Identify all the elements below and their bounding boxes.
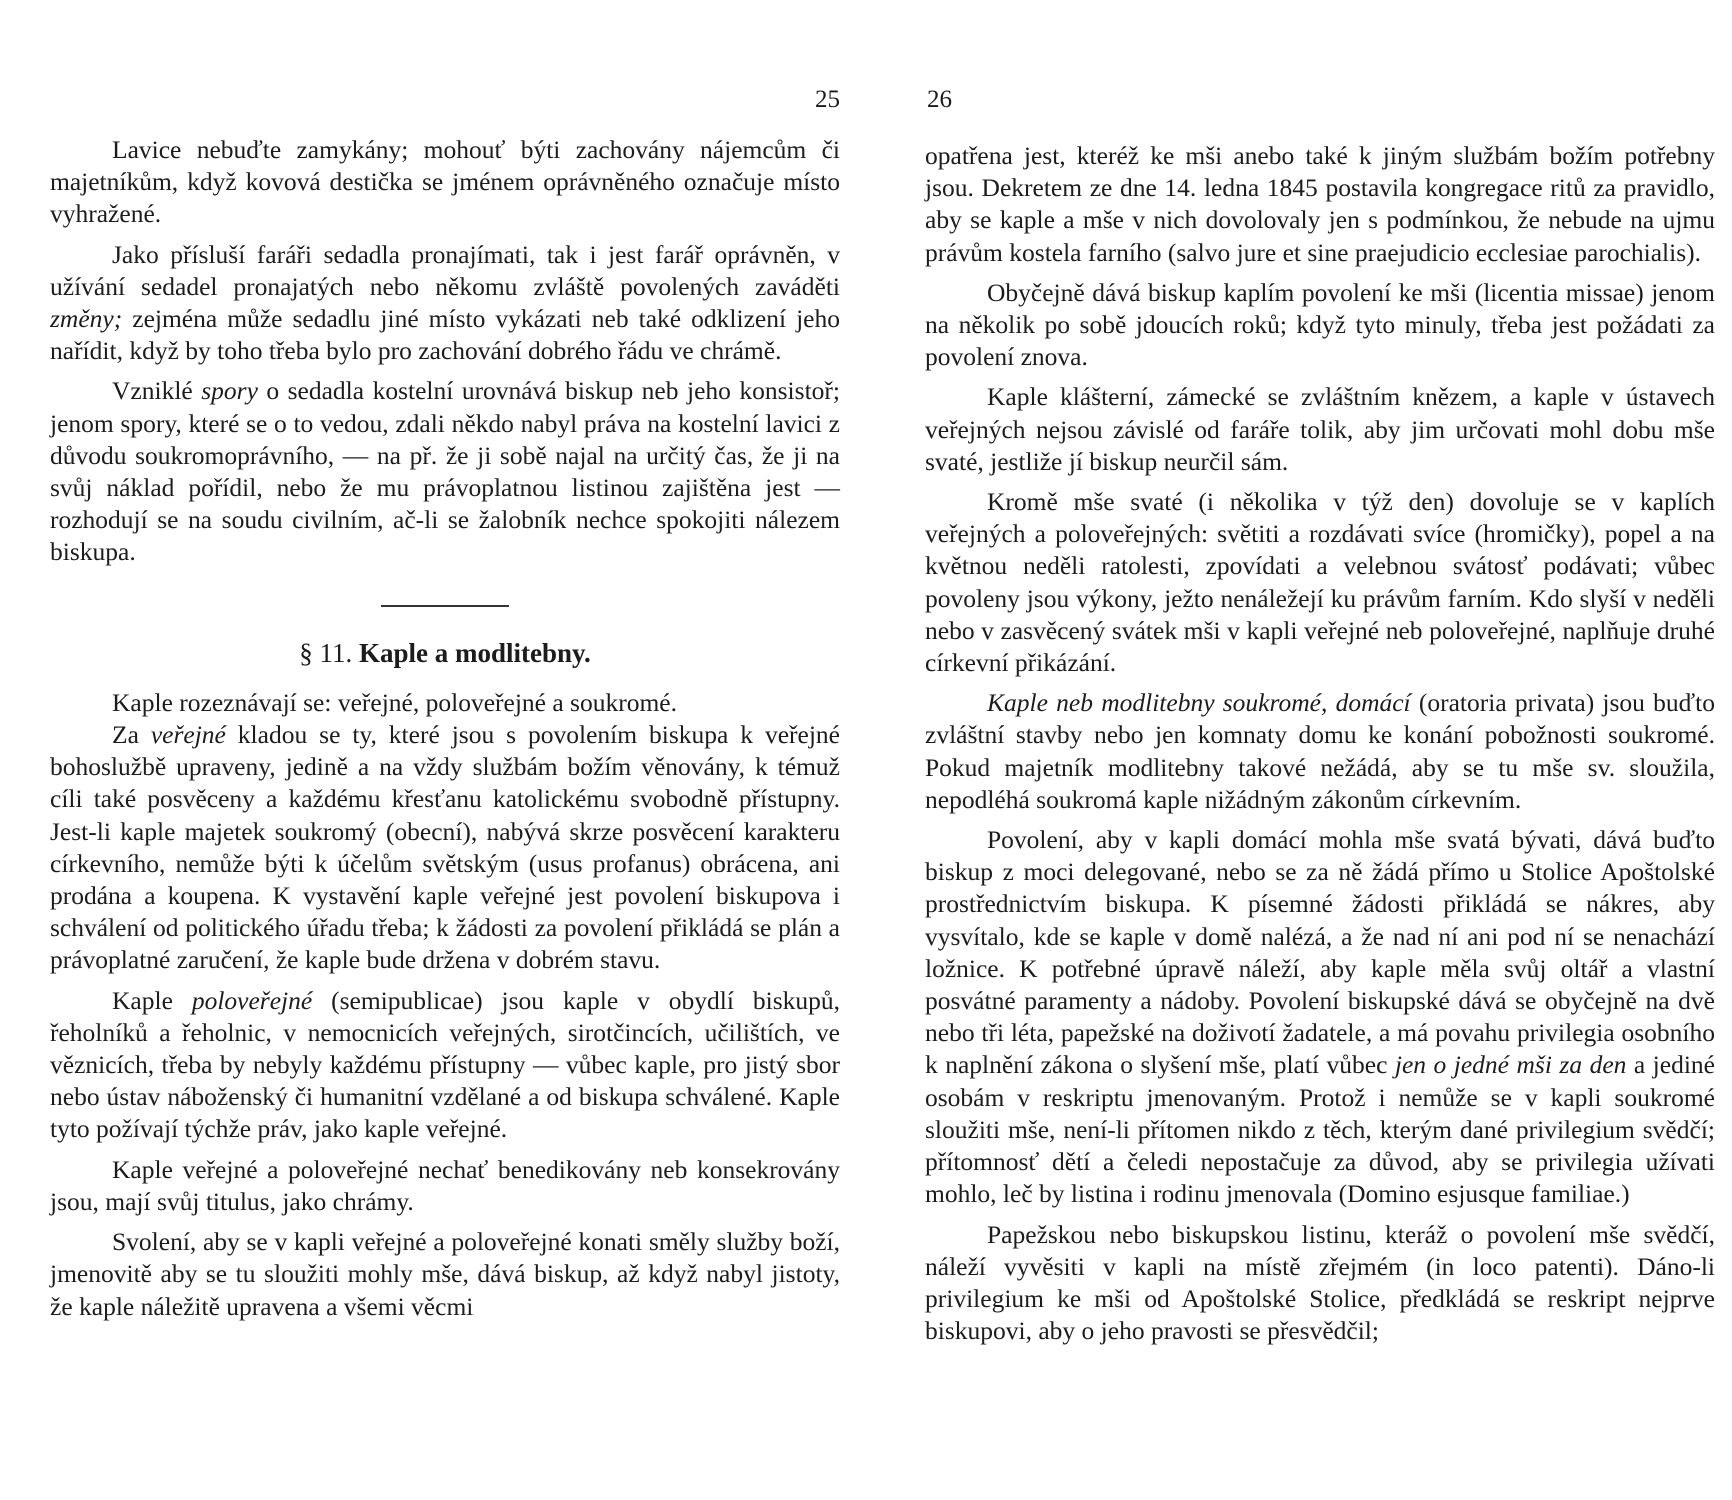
page-number: 26	[927, 86, 952, 113]
paragraph: Lavice nebuďte zamykány; mohouť býti zachovány nájemcům či majetníkům, když kovová destička se jménem oprávněného označuje místo vyhražené.	[50, 135, 840, 229]
paragraph: Obyčejně dává biskup kaplím povolení ke mši (licentia missae) jenom na několik po sobě jdoucích roků; když tyto minuly, třeba jest požádati za povolení znova.	[925, 277, 1715, 372]
paragraph: Za veřejné kladou se ty, které jsou s povolením biskupa k veřejné bohoslužbě upraveny, jedině a na vždy službám božím věnovány, k témuž cíli také posvěceny a každému křesťanu katolickému svobodně přístupny. Jest-li kaple majetek soukromý (obecní), nabývá skrze posvěcení karakteru církevního, nemůže býti k účelům světským (usus profanus) obrácena, ani prodána a koupena. K vystavění kaple veřejné jest povolení biskupova i schválení od politického úřadu třeba; k žádosti za povolení přikládá se plán a právoplatné zaručení, že kaple bude držena v dobrém stavu.	[50, 720, 840, 975]
paragraph: Papežskou nebo biskupskou listinu, kteráž o povolení mše svědčí, náleží vyvěsiti v kapli na místě zřejmém (in loco patenti). Dáno-li privilegium ke mši od Apoštolské Stolice, předkládá se reskript nejprve biskupovi, aby o jeho pravosti se přesvědčil;	[925, 1219, 1715, 1346]
page-body	[50, 134, 840, 1331]
section-title: Kaple a modlitebny.	[358, 637, 591, 668]
paragraph: Svolení, aby se v kapli veřejné a poloveřejné konati směly služby boží, jmenovitě aby se tu sloužiti mohly mše, dává biskup, až když nabyl jistoty, že kaple náležitě upravena a všemi věcmi	[50, 1227, 840, 1321]
paragraph: Povolení, aby v kapli domácí mohla mše svatá bývati, dává buďto biskup z moci delegované, nebo se za ně žádá přímo u Stolice Apoštolské prostřednictvím biskupa. K písemné žádosti přikládá se nákres, aby vysvítalo, kde se kaple v domě nalézá, a že nad ní ani pod ní se nenachází ložnice. K potřebné úpravě náleží, aby kaple měla svůj oltář a vlastní posvátné paramenty a nádoby. Povolení biskupské dává se obyčejně na dvě nebo tři léta, papežské na doživotí žadatele, a má povahu privilegia osobního k naplnění zákona o slyšení mše, platí vůbec jen o jedné mši za den a jediné osobám v reskriptu jmenovaným. Protož i nemůže se v kapli soukromé sloužiti mše, není-li přítomen nikdo z těch, kterým dané privilegium svědčí; přítomnosť dětí a čeledi nepostačuje za důvod, aby se privilegia užívati mohlo, leč by listina i rodinu jmenovala (Domino esjusque familiae.)	[925, 825, 1715, 1209]
right-page	[925, 0, 1715, 1500]
paragraph: opatřena jest, kteréž ke mši anebo také k jiným službám božím potřebny jsou. Dekretem ze dne 14. ledna 1845 postavila kongregace ritů za pravidlo, aby se kaple a mše v nich dovolovaly jen s podmínkou, že nebude na ujmu právům kostela farního (salvo jure et sine praejudicio ecclesiae parochialis).	[925, 141, 1715, 267]
section-heading	[50, 637, 840, 669]
paragraph: Kaple poloveřejné (semipublicae) jsou kaple v obydlí biskupů, řeholníků a řeholnic, v nemocnicích veřejných, sirotčincích, učilištích, ve věznicích, třeba by nebyly každému přístupny — vůbec kaple, pro jistý sbor nebo ústav náboženský či humanitní vzdělané a od biskupa schválené. Kaple tyto požívají týchže práv, jako kaple veřejné.	[50, 985, 840, 1144]
paragraph: Kaple veřejné a poloveřejné nechať benedikovány neb konsekrovány jsou, mají svůj titulus, jako chrámy.	[50, 1154, 840, 1216]
paragraph: Kaple klášterní, zámecké se zvláštním knězem, a kaple v ústavech veřejných nejsou závislé od faráře tolik, aby jim určovati mohl dobu mše svaté, jestliže jí biskup neurčil sám.	[925, 382, 1715, 476]
page-body	[925, 140, 1715, 1355]
page-number: 25	[815, 86, 840, 113]
section-number: § 11.	[299, 637, 353, 668]
paragraph: Kaple neb modlitebny soukromé, domácí (oratoria privata) jsou buďto zvláštní stavby nebo jen komnaty domu ke konání pobožnosti soukromé. Pokud majetník modlitebny takové nežádá, aby se tu mše sv. sloužila, nepodléhá soukromá kaple nižádným zákonům církevním.	[925, 688, 1715, 814]
paragraph: Kromě mše svaté (i několika v týž den) dovoluje se v kaplích veřejných a poloveřejných: světiti a rozdávati svíce (hromičky), popel a na květnou neděli ratolesti, zpovídati a velebnou svátosť podávati; vůbec povoleny jsou výkony, ježto nenáležejí ku právům farním. Kdo slyší v neděli nebo v zasvěcený svátek mši v kapli veřejné neb poloveřejné, naplňuje druhé církevní přikázání.	[925, 487, 1715, 678]
paragraph: Vzniklé spory o sedadla kostelní urovnává biskup neb jeho konsistoř; jenom spory, které se o to vedou, zdali někdo nabyl práva na kostelní lavici z důvodu soukromoprávního, — na př. že ji sobě najal na určitý čas, že ji na svůj náklad pořídil, nebo že mu právoplatnou listinou zajištěna jest — rozhodují se na soudu civilním, ač-li se žalobník nechce spokojiti nálezem biskupa.	[50, 376, 840, 567]
left-page	[50, 0, 840, 1500]
paragraph: Kaple rozeznávají se: veřejné, poloveřejné a soukromé.	[112, 687, 677, 717]
section-divider	[381, 605, 509, 607]
paragraph: Jako přísluší faráři sedadla pronajímati, tak i jest farář oprávněn, v užívání sedadel pronajatých nebo někomu zvláště povolených zaváděti změny; zejména může sedadlu jiné místo vykázati neb také odklizení jeho nařídit, když by toho třeba bylo pro zachování dobrého řádu ve chrámě.	[50, 239, 840, 366]
